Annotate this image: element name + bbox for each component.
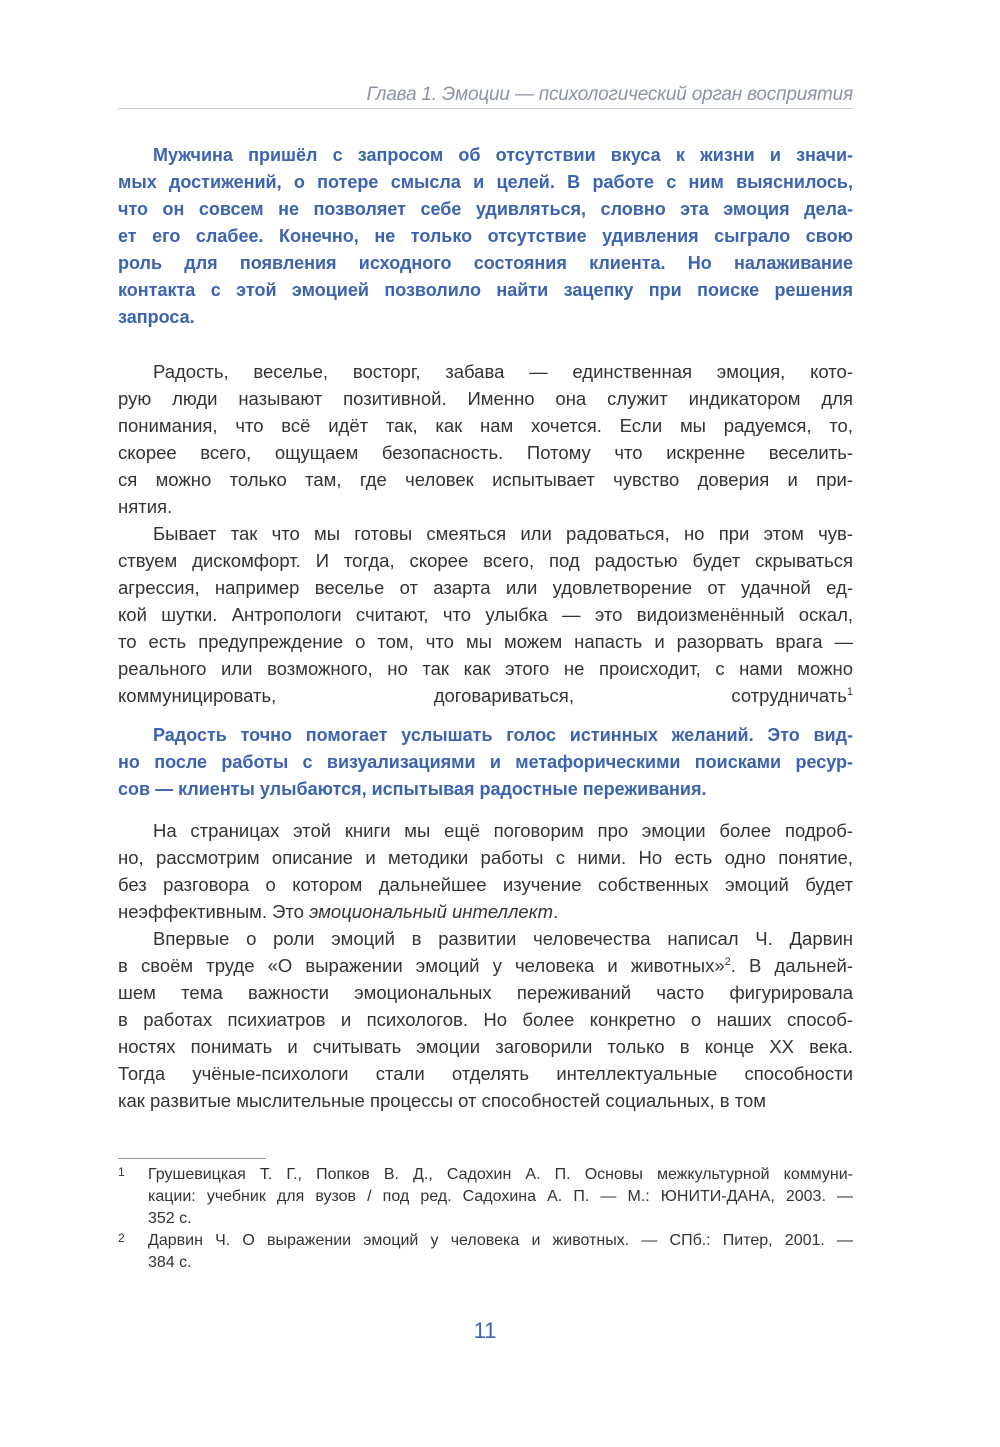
footnote-line: Грушевицкая Т. Г., Попков В. Д., Садохин А. П. Основы межкультурной коммуни- xyxy=(148,1166,853,1183)
text-line: то есть предупреждение о том, что мы можем напасть и разорвать врага — xyxy=(118,631,853,652)
text-line xyxy=(118,898,853,925)
text-line xyxy=(118,682,853,709)
text-line: мых достижений, о потере смысла и целей. В работе с ним выяснилось, xyxy=(118,172,853,192)
text-line: скорее всего, ощущаем безопасность. Потому что искренне веселить- xyxy=(118,442,853,463)
text-span: . xyxy=(553,901,559,922)
footnote-line: 352 с. xyxy=(148,1210,192,1227)
footnote xyxy=(118,1230,853,1274)
footnote-line: 384 с. xyxy=(148,1254,192,1271)
text-line: ствуем дискомфорт. И тогда, скорее всего, под радостью будет скрываться xyxy=(118,550,853,571)
text-line: без разговора о котором дальнейшее изучение собственных эмоций будет xyxy=(118,874,853,895)
header-divider xyxy=(118,108,853,109)
footnote-number: 2 xyxy=(118,1231,125,1245)
footnote-reference[interactable]: 1 xyxy=(846,686,853,698)
text-line: На страницах этой книги мы ещё поговорим про эмоции более подроб- xyxy=(153,820,853,841)
text-line: Тогда учёные-психологи стали отделять интеллектуальные способности xyxy=(118,1063,853,1084)
footnote-divider xyxy=(118,1158,266,1159)
footnote-line: Дарвин Ч. О выражении эмоций у человека и животных. — СПб.: Питер, 2001. — xyxy=(148,1232,853,1249)
text-line: как развитые мыслительные процессы от способностей социальных, в том xyxy=(118,1090,767,1111)
text-line: запроса. xyxy=(118,307,195,327)
highlighted-case-block xyxy=(118,722,853,803)
text-line: понимания, что всё идёт так, как нам хочется. Если мы радуемся, то, xyxy=(118,415,853,436)
text-line: но после работы с визуализациями и метафорическими поисками ресур- xyxy=(118,752,853,772)
text-line: но, рассмотрим описание и методики работы с ними. Но есть одно понятие, xyxy=(118,847,853,868)
text-line: роль для появления исходного состояния клиента. Но налаживание xyxy=(118,253,853,273)
text-span: . В дальней- xyxy=(730,955,854,976)
text-line: ет его слабее. Конечно, не только отсутствие удивления сыграло свою xyxy=(118,226,853,246)
text-line: реального или возможного, но так как этого не происходит, с нами можно xyxy=(118,658,853,679)
footnotes xyxy=(118,1164,853,1274)
text-line: шем тема важности эмоциональных переживаний часто фигурировала xyxy=(118,982,853,1003)
text-line: рую люди называют позитивной. Именно она служит индикатором для xyxy=(118,388,853,409)
text-line: ся можно только там, где человек испытывает чувство доверия и при- xyxy=(118,469,853,490)
text-span: неэффективным. Это xyxy=(118,901,310,922)
highlighted-case-block xyxy=(118,142,853,331)
text-line: агрессия, например веселье от азарта или удовлетворение от удачной ед- xyxy=(118,577,853,598)
footnote-number: 1 xyxy=(118,1165,125,1179)
page-number: 11 xyxy=(473,1318,497,1343)
text-line: в работах психиатров и психологов. Но более конкретно о наших способ- xyxy=(118,1009,853,1030)
text-line xyxy=(118,952,853,979)
footnote xyxy=(118,1164,853,1230)
text-line: Радость точно помогает услышать голос истинных желаний. Это вид- xyxy=(153,725,853,745)
emphasized-term: эмоциональный интеллект xyxy=(309,901,554,922)
text-span: коммуницировать, договариваться, сотрудничать xyxy=(118,685,847,706)
text-span: в своём труде «О выражении эмоций у человека и животных» xyxy=(118,955,725,976)
text-line: нятия. xyxy=(118,496,173,517)
text-line: Впервые о роли эмоций в развитии человечества написал Ч. Дарвин xyxy=(153,928,853,949)
text-line: Бывает так что мы готовы смеяться или радоваться, но при этом чув- xyxy=(153,523,853,544)
text-line: кой шутки. Антропологи считают, что улыбка — это видоизменённый оскал, xyxy=(118,604,853,625)
running-head: Глава 1. Эмоции — психологический орган восприятия xyxy=(366,84,853,105)
footnote-reference[interactable]: 2 xyxy=(724,956,731,968)
text-line: ностях понимать и считывать эмоции заговорили только в конце XX века. xyxy=(118,1036,853,1057)
text-line: что он совсем не позволяет себе удивляться, словно эта эмоция дела- xyxy=(118,199,853,219)
text-line: контакта с этой эмоцией позволило найти зацепку при поиске решения xyxy=(118,280,853,300)
text-line: Радость, веселье, восторг, забава — единственная эмоция, кото- xyxy=(153,361,853,382)
body-text-block xyxy=(118,358,853,709)
text-line: Мужчина пришёл с запросом об отсутствии вкуса к жизни и значи- xyxy=(153,145,853,165)
text-line: сов — клиенты улыбаются, испытывая радостные переживания. xyxy=(118,779,707,799)
footnote-line: кации: учебник для вузов / под ред. Садохина А. П. — М.: ЮНИТИ-ДАНА, 2003. — xyxy=(148,1188,853,1205)
body-text-block xyxy=(118,817,853,1114)
